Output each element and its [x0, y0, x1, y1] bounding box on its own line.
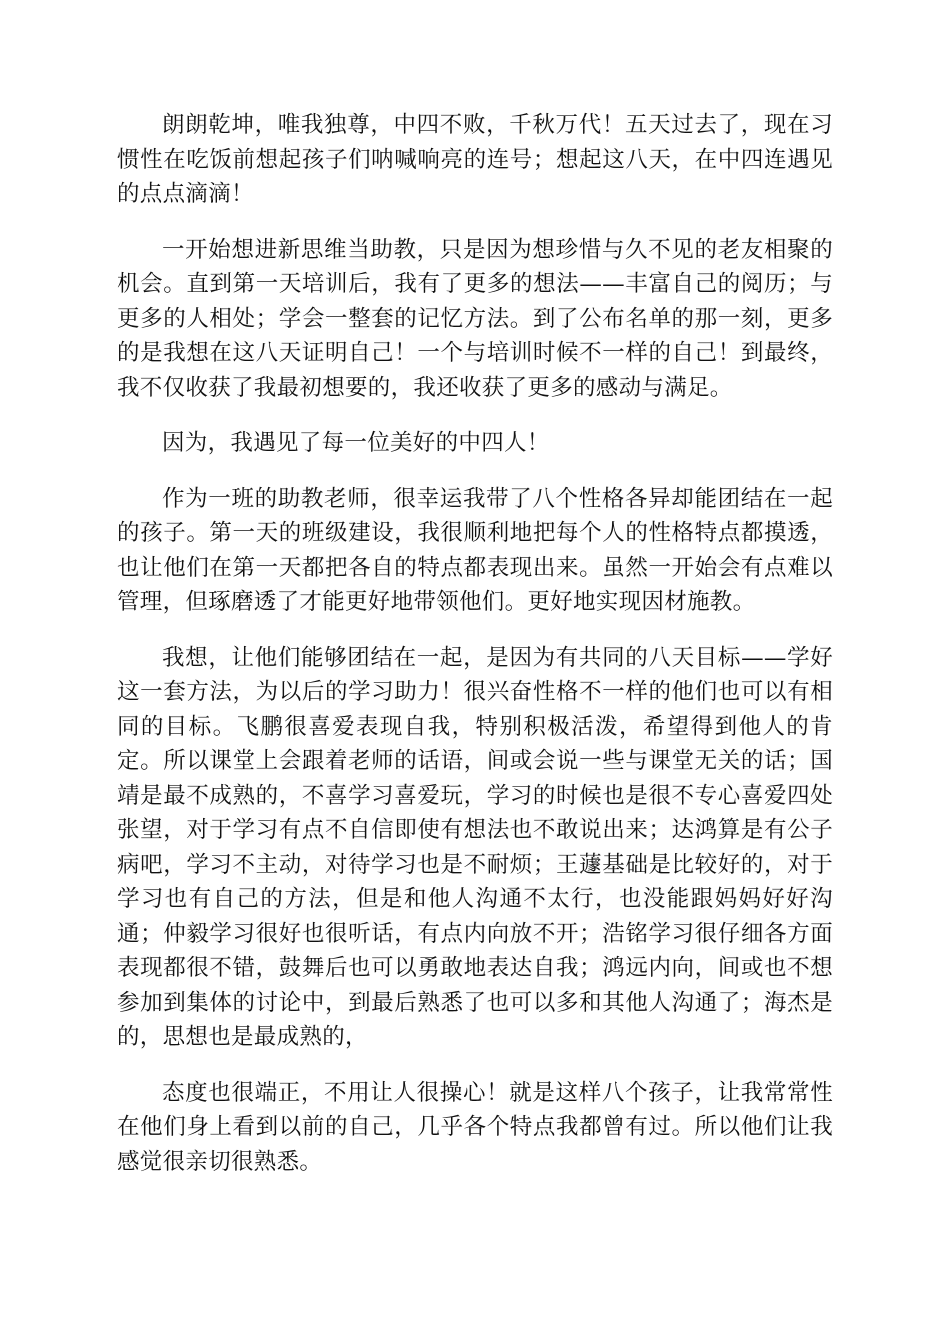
paragraph-4: 作为一班的助教老师，很幸运我带了八个性格各异却能团结在一起的孩子。第一天的班级建设，我很顺利地把每个人的性格特点都摸透，也让他们在第一天都把各自的特点都表现出来。虽然一开始会有点难以管理，但琢磨透了才能更好地带领他们。更好地实现因材施教。 [117, 485, 833, 615]
paragraph-5: 我想，让他们能够团结在一起，是因为有共同的八天目标——学好这一套方法，为以后的学习助力！很兴奋性格不一样的他们也可以有相同的目标。飞鹏很喜爱表现自我，特别积极活泼，希望得到他人的肯定。所以课堂上会跟着老师的话语，间或会说一些与课堂无关的话；国靖是最不成熟的，不喜学习喜爱玩，学习的时候也是很不专心喜爱四处张望，对于学习有点不自信即使有想法也不敢说出来；达鸿算是有公子病吧，学习不主动，对待学习也是不耐烦；王蘧基础是比较好的，对于学习也有自己的方法，但是和他人沟通不太行，也没能跟妈妈好好沟通；仲毅学习很好也很听话，有点内向放不开；浩铭学习很仔细各方面表现都很不错，鼓舞后也可以勇敢地表达自我；鸿远内向，间或也不想参加到集体的讨论中，到最后熟悉了也可以多和其他人沟通了；海杰是的，思想也是最成熟的， [117, 644, 833, 1050]
paragraph-3: 因为，我遇见了每一位美好的中四人！ [162, 430, 550, 456]
paragraph-1: 朗朗乾坤，唯我独尊，中四不败，千秋万代！五天过去了，现在习惯性在吃饭前想起孩子们呐喊响亮的连号；想起这八天，在中四连遇见的点点滴滴！ [117, 112, 833, 207]
paragraph-2: 一开始想进新思维当助教，只是因为想珍惜与久不见的老友相聚的机会。直到第一天培训后，我有了更多的想法——丰富自己的阅历；与更多的人相处；学会一整套的记忆方法。到了公布名单的那一刻，更多的是我想在这八天证明自己！一个与培训时候不一样的自己！到最终，我不仅收获了我最初想要的，我还收获了更多的感动与满足。 [117, 236, 833, 401]
paragraph-6: 态度也很端正，不用让人很操心！就是这样八个孩子，让我常常性在他们身上看到以前的自己，几乎各个特点我都曾有过。所以他们让我感觉很亲切很熟悉。 [117, 1079, 833, 1175]
document-body [117, 108, 833, 1200]
